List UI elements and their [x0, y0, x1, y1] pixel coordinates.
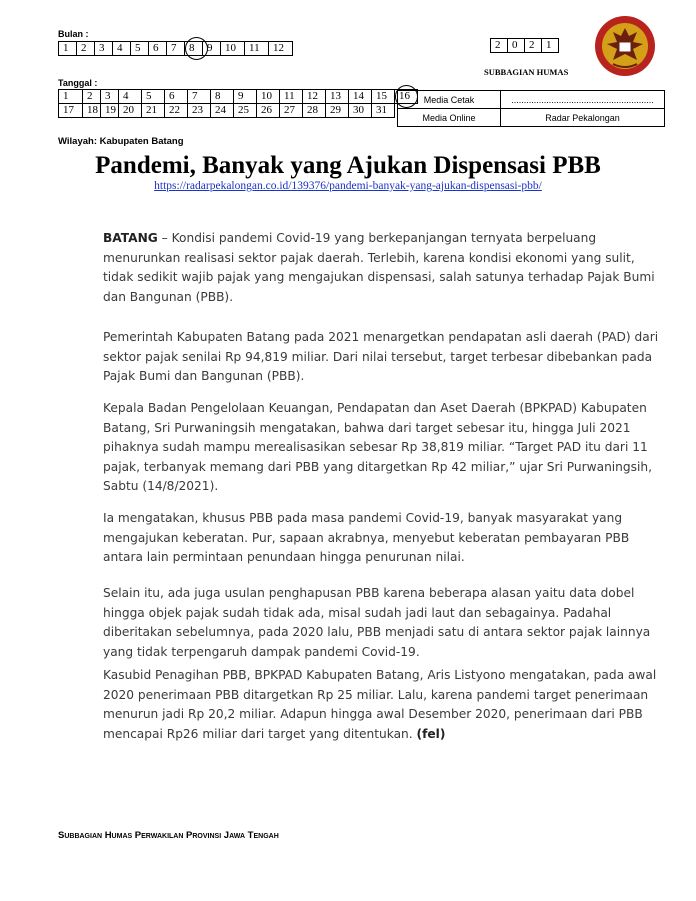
- grid-cell-value: 11: [284, 90, 295, 102]
- grid-cell-value: 2: [495, 39, 501, 51]
- article-p4-text: Ia mengatakan, khusus PBB pada masa pandemi Covid-19, banyak masyarakat yang mengajukan keberatan. Pur, sapaan akrabnya, menyebut keberatan pembayaran PBB antara lain permintaan penundaan hingga penurunan nilai.: [103, 511, 630, 565]
- grid-cell: [101, 104, 119, 118]
- grid-cell-value: 2: [87, 90, 93, 102]
- grid-cell: [525, 39, 542, 53]
- grid-cell-value: 5: [146, 90, 152, 102]
- grid-cell: [326, 104, 349, 118]
- grid-cell-value: 23: [192, 104, 203, 116]
- article-dateline: BATANG: [103, 231, 158, 245]
- grid-cell-value: 4: [123, 90, 129, 102]
- media-online-label: Media Online: [398, 109, 501, 127]
- garuda-emblem-icon: [593, 14, 657, 78]
- grid-cell: [257, 104, 280, 118]
- article-byline: (fel): [416, 726, 446, 741]
- grid-cell: [326, 90, 349, 104]
- grid-cell: [83, 90, 101, 104]
- grid-cell-value: 3: [105, 90, 111, 102]
- grid-cell: [165, 104, 188, 118]
- grid-cell-value: 29: [330, 104, 341, 116]
- grid-cell: [257, 90, 280, 104]
- tanggal-grid: [58, 89, 418, 118]
- grid-cell: [188, 90, 211, 104]
- grid-cell-value: 1: [546, 39, 552, 51]
- grid-cell-value: 9: [207, 42, 213, 54]
- grid-cell: [113, 42, 131, 56]
- article-p6-text: Kasubid Penagihan PBB, BPKPAD Kabupaten Batang, Aris Listyono mengatakan, pada awal 2020 penerimaan PBB ditargetkan Rp 25 miliar. Lalu, karena pandemi target penerimaan menurun jadi Rp 20,2 miliar. Adapun hingga awal Desember 2020, penerimaan dari PBB mencapai Rp26 miliar dari target yang ditentukan.: [103, 668, 657, 741]
- year-box: [490, 38, 559, 53]
- article-p2-text: Pemerintah Kabupaten Batang pada 2021 menargetkan pendapatan asli daerah (PAD) dari sektor pajak senilai Rp 94,819 miliar. Dari nilai tersebut, target terbesar dibebankan pada Pajak Bumi dan Bangunan (PBB).: [103, 330, 659, 384]
- grid-cell-value: 4: [117, 42, 123, 54]
- grid-cell: [101, 90, 119, 104]
- grid-cell-value: 15: [376, 90, 387, 102]
- grid-cell: [142, 104, 165, 118]
- grid-cell-value: 6: [169, 90, 175, 102]
- grid-cell: [95, 42, 113, 56]
- article-paragraph-5: [103, 584, 663, 662]
- grid-cell: [83, 104, 101, 118]
- grid-cell: [508, 39, 525, 53]
- article-p1-text: – Kondisi pandemi Covid-19 yang berkepanjangan ternyata berpeluang menurunkan realisasi sektor pajak daerah. Terlebih, karena kondisi ekonomi yang sulit, tidak sedikit wajib pajak yang mengajukan dispensasi, salah satunya terhadap Pajak Bumi dan Bangunan (PBB).: [103, 231, 655, 304]
- bulan-label: Bulan :: [58, 29, 89, 39]
- grid-cell-value: 31: [376, 104, 387, 116]
- grid-cell-value: 8: [189, 42, 195, 54]
- grid-cell: [303, 90, 326, 104]
- media-cetak-value: .........................................................: [501, 91, 665, 109]
- grid-cell-value: 1: [63, 90, 69, 102]
- grid-cell: [149, 42, 167, 56]
- grid-cell: [185, 42, 203, 56]
- grid-cell-value: 24: [215, 104, 226, 116]
- grid-cell: [131, 42, 149, 56]
- grid-cell: [142, 90, 165, 104]
- grid-cell-value: 10: [261, 90, 272, 102]
- footer-org: Subbagian Humas Perwakilan Provinsi Jawa Tengah: [58, 830, 279, 841]
- grid-cell: [77, 42, 95, 56]
- article-p3-text: Kepala Badan Pengelolaan Keuangan, Pendapatan dan Aset Daerah (BPKPAD) Kabupaten Batang, Sri Purwaningsih mengatakan, bahwa dari target sebesar itu, hingga Juli 2021 pihaknya sudah mampu merealisasikan sebesar Rp 38,819 miliar. “Target PAD itu dari 11 pajak, terbanyak memang dari PBB yang ditargetkan Rp 42 miliar,” ujar Sri Purwaningsih, Sabtu (14/8/2021).: [103, 401, 652, 494]
- grid-cell-value: 21: [146, 104, 157, 116]
- grid-cell-value: 12: [273, 42, 284, 54]
- grid-cell: [188, 104, 211, 118]
- grid-cell: [119, 104, 142, 118]
- grid-cell: [59, 42, 77, 56]
- grid-cell-value: 2: [529, 39, 535, 51]
- grid-cell-value: 17: [63, 104, 74, 116]
- grid-cell-value: 7: [192, 90, 198, 102]
- article-paragraph-4: [103, 509, 663, 568]
- grid-cell-value: 26: [261, 104, 272, 116]
- article-paragraph-3: [103, 399, 663, 497]
- grid-cell: [542, 39, 559, 53]
- grid-cell: [211, 104, 234, 118]
- grid-cell-value: 18: [87, 104, 98, 116]
- grid-cell-value: 28: [307, 104, 318, 116]
- grid-cell: [372, 104, 395, 118]
- tanggal-label: Tanggal :: [58, 78, 98, 88]
- grid-cell-value: 19: [105, 104, 116, 116]
- grid-cell-value: 1: [63, 42, 69, 54]
- grid-cell-value: 7: [171, 42, 177, 54]
- media-cetak-label: Media Cetak: [398, 91, 501, 109]
- grid-cell: [234, 104, 257, 118]
- article-title: Pandemi, Banyak yang Ajukan Dispensasi PBB: [95, 152, 601, 179]
- grid-cell: [349, 90, 372, 104]
- grid-cell-value: 10: [225, 42, 236, 54]
- grid-cell-value: 25: [238, 104, 249, 116]
- grid-cell-value: 12: [307, 90, 318, 102]
- grid-cell-value: 11: [249, 42, 260, 54]
- grid-cell: [245, 42, 269, 56]
- grid-cell-value: 27: [284, 104, 295, 116]
- grid-cell-value: 6: [153, 42, 159, 54]
- bulan-grid: [58, 41, 293, 56]
- grid-cell-value: 8: [215, 90, 221, 102]
- grid-cell-value: 20: [123, 104, 134, 116]
- grid-cell: [303, 104, 326, 118]
- grid-cell: [119, 90, 142, 104]
- wilayah-label: Wilayah: Kabupaten Batang: [58, 136, 184, 147]
- grid-cell: [280, 90, 303, 104]
- grid-cell-value: 9: [238, 90, 244, 102]
- grid-cell-value: 13: [330, 90, 341, 102]
- grid-cell: [221, 42, 245, 56]
- grid-cell-value: 3: [99, 42, 105, 54]
- grid-cell-value: 30: [353, 104, 364, 116]
- grid-cell-value: 2: [81, 42, 87, 54]
- grid-cell: [234, 90, 257, 104]
- grid-cell: [349, 104, 372, 118]
- media-table: [397, 90, 665, 127]
- article-paragraph-6: [103, 666, 663, 744]
- grid-cell: [280, 104, 303, 118]
- media-online-value: Radar Pekalongan: [501, 109, 665, 127]
- grid-cell: [491, 39, 508, 53]
- grid-cell-value: 5: [135, 42, 141, 54]
- article-url[interactable]: https://radarpekalongan.co.id/139376/pandemi-banyak-yang-ajukan-dispensasi-pbb/: [154, 180, 542, 192]
- grid-cell-value: 14: [353, 90, 364, 102]
- grid-cell: [59, 104, 83, 118]
- grid-cell: [211, 90, 234, 104]
- grid-cell-value: 16: [399, 90, 410, 102]
- grid-cell: [372, 90, 395, 104]
- org-label: SUBBAGIAN HUMAS: [484, 67, 569, 77]
- article-paragraph-1: [103, 229, 663, 307]
- article-paragraph-2: [103, 328, 663, 387]
- grid-cell: [167, 42, 185, 56]
- grid-cell-value: 22: [169, 104, 180, 116]
- grid-cell: [165, 90, 188, 104]
- grid-cell: [59, 90, 83, 104]
- grid-cell-value: 0: [512, 39, 518, 51]
- grid-cell: [269, 42, 293, 56]
- article-p5-text: Selain itu, ada juga usulan penghapusan PBB karena beberapa alasan yaitu data dobel hingga objek pajak sudah tidak ada, misal sudah jadi laut dan sebagainya. Padahal diberitakan sebelumnya, pada 2020 lalu, PBB menjadi satu di antara sektor pajak lainnya yang tidak terpengaruh dampak pandemi Covid-19.: [103, 586, 651, 659]
